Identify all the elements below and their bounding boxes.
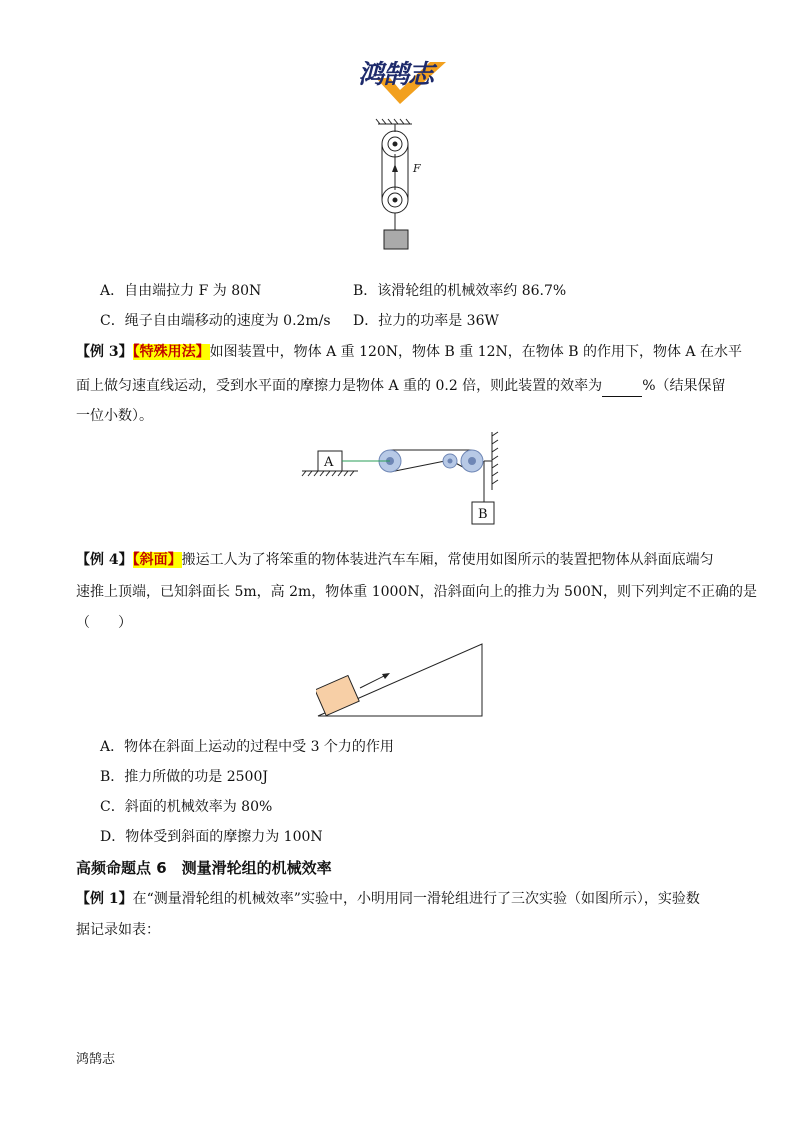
example-3-line2 xyxy=(76,376,726,397)
option-text: 该滑轮组的机械效率约 86.7% xyxy=(377,283,567,299)
option-c xyxy=(100,311,331,331)
question-text: 速推上顶端，已知斜面长 5m，高 2m，物体重 1000N，沿斜面向上的推力为 500N，则下列判定不正确的是 xyxy=(76,584,758,600)
answer-parentheses[interactable]: （ ） xyxy=(76,615,132,631)
option-letter: B． xyxy=(100,769,125,785)
pulley-figure xyxy=(368,118,428,252)
answer-blank[interactable] xyxy=(602,376,642,397)
incline-figure xyxy=(316,640,486,720)
example-4-line1 xyxy=(76,550,714,570)
example-label: 【例 3】 xyxy=(76,344,133,360)
option-text: 物体受到斜面的摩擦力为 100N xyxy=(125,829,323,845)
option-letter: D． xyxy=(353,313,379,329)
option-letter: B． xyxy=(353,283,378,299)
tag-badge: 【特殊用法】 xyxy=(132,344,210,360)
question-text: 面上做匀速直线运动，受到水平面的摩擦力是物体 A 重的 0.2 倍，则此装置的效率为 xyxy=(76,378,603,394)
option-letter: D． xyxy=(100,829,126,845)
ex4-option-c xyxy=(100,797,272,817)
block-b-label: B xyxy=(478,507,488,522)
option-letter: A． xyxy=(100,283,125,299)
example-label: 【例 4】 xyxy=(76,552,133,568)
block-a-label: A xyxy=(324,455,334,470)
option-text: 绳子自由端移动的速度为 0.2m/s xyxy=(124,313,331,329)
ex4-option-b xyxy=(100,767,268,787)
example-4-line2 xyxy=(76,582,757,602)
option-text: 斜面的机械效率为 80% xyxy=(124,799,273,815)
example-label: 【例 1】 xyxy=(76,891,133,907)
ex4-option-a xyxy=(100,737,394,757)
logo-text: 鸿鹄志 xyxy=(358,60,434,90)
question-text: 搬运工人为了将笨重的物体装进汽车车厢，常使用如图所示的装置把物体从斜面底端匀 xyxy=(181,552,714,568)
footer-text: 鸿鹄志 xyxy=(76,1052,116,1067)
example-3-line3 xyxy=(76,406,153,426)
force-label: F xyxy=(413,162,421,175)
example-4-line3 xyxy=(76,613,132,633)
ex4-option-d xyxy=(100,827,323,847)
option-text: 自由端拉力 F 为 80N xyxy=(124,283,262,299)
example-3-line1 xyxy=(76,342,742,362)
example-1-line2 xyxy=(76,920,160,940)
option-text: 推力所做的功是 2500J xyxy=(124,769,268,785)
option-text: 物体在斜面上运动的过程中受 3 个力的作用 xyxy=(124,739,394,755)
option-letter: A． xyxy=(100,739,125,755)
option-b xyxy=(353,281,566,301)
section-heading: 高频命题点 6 测量滑轮组的机械效率 xyxy=(76,859,332,877)
option-text: 拉力的功率是 36W xyxy=(378,313,499,329)
example-1-line1 xyxy=(76,889,700,909)
option-letter: C． xyxy=(100,799,125,815)
tag-badge: 【斜面】 xyxy=(132,552,182,568)
question-text: 据记录如表： xyxy=(76,922,160,938)
question-text: 如图装置中，物体 A 重 120N，物体 B 重 12N，在物体 B 的作用下，物体 A 在水平 xyxy=(209,344,742,360)
logo xyxy=(352,52,472,108)
option-d xyxy=(353,311,499,331)
horizontal-pulley-figure xyxy=(300,430,510,530)
question-text: 一位小数）。 xyxy=(76,408,153,424)
option-letter: C． xyxy=(100,313,125,329)
question-text: %（结果保留 xyxy=(642,378,726,394)
question-text: 在“测量滑轮组的机械效率”实验中，小明用同一滑轮组进行了三次实验（如图所示），实验数 xyxy=(132,891,700,907)
option-a xyxy=(100,281,261,301)
